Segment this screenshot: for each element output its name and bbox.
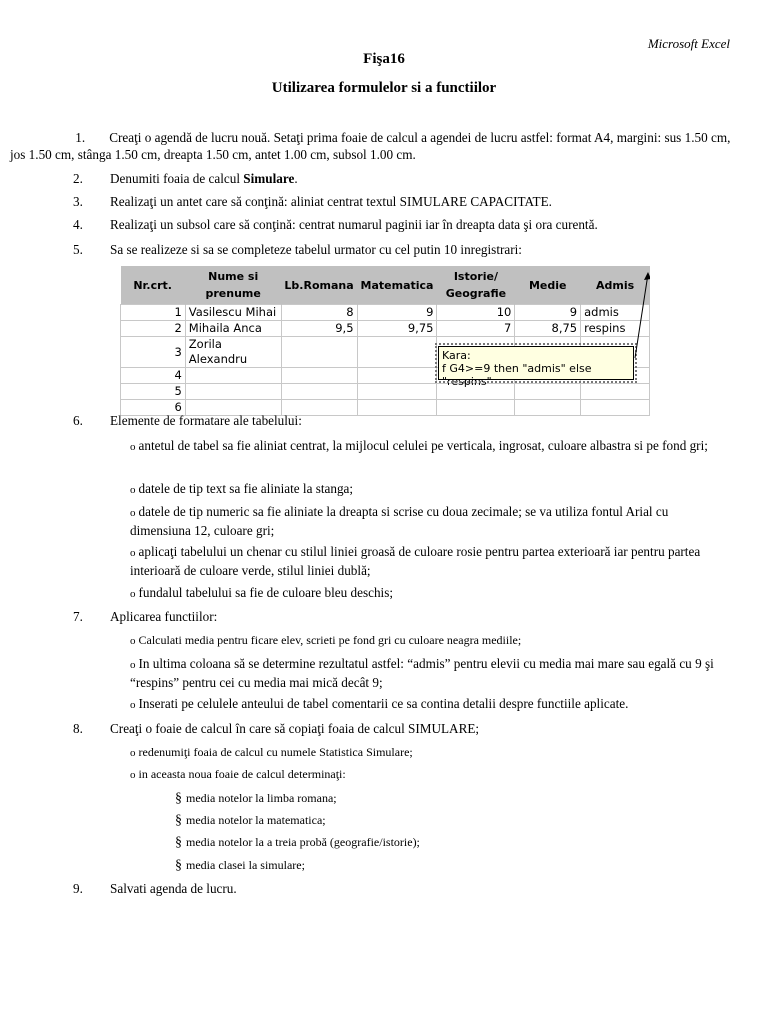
item-number: 7.	[73, 609, 83, 624]
item-text: Salvati agenda de lucru.	[110, 881, 237, 896]
table-cell: 6	[121, 400, 186, 416]
table-cell: Mihaila Anca	[185, 321, 281, 337]
item-number: 5.	[73, 242, 83, 257]
header-cell: Matematica	[357, 266, 437, 305]
item-number: 9.	[73, 881, 83, 896]
determine-item: § media notelor la a treia probă (geografie/istorie);	[175, 835, 420, 850]
item-text: Aplicarea functiilor:	[110, 609, 218, 624]
page-title: Fişa16	[363, 51, 405, 67]
item-text: Realizaţi un subsol care să conţină: centrat numarul paginii iar în dreapta data şi ora curentă.	[110, 217, 598, 232]
sub-item: o datele de tip numeric sa fie aliniate la dreapta si scrise cu doua zecimale; se va utiliza fontul Arial cu dimensiuna 12, culoare gri;	[130, 504, 669, 538]
sub-item: o Calculati media pentru ficare elev, scrieti pe fond gri cu culoare neagra mediile;	[130, 633, 522, 647]
sub-item: o antetul de tabel sa fie aliniat centrat, la mijlocul celulei pe verticala, ingrosat, culoare albastra si pe fond gri;	[130, 438, 708, 453]
item-text: Denumiti foaia de calcul Simulare.	[110, 171, 298, 186]
table-cell: respins	[581, 321, 650, 337]
item-text: Elemente de formatare ale tabelului:	[110, 413, 302, 428]
comment-author: Kara:	[442, 349, 471, 362]
item-number: 1.	[75, 130, 86, 145]
page-subtitle: Utilizarea formulelor si a functiilor	[271, 80, 497, 96]
sub-item: o redenumiţi foaia de calcul cu numele Statistica Simulare;	[130, 745, 413, 759]
table-cell: 7	[437, 321, 515, 337]
table-cell: 1	[121, 305, 186, 321]
item-text: Creaţi o foaie de calcul în care să copiaţi foaia de calcul SIMULARE;	[110, 721, 480, 736]
comment-arrow	[120, 266, 650, 404]
sub-item: o datele de tip text sa fie aliniate la stanga;	[130, 481, 354, 496]
sub-item: o fundalul tabelului sa fie de culoare bleu deschis;	[130, 585, 394, 600]
table-cell: 5	[121, 384, 186, 400]
item-number: 2.	[73, 171, 83, 186]
table-cell: 9,5	[281, 321, 357, 337]
table-cell: 8	[281, 305, 357, 321]
table-cell: 9	[515, 305, 581, 321]
comment-text: f G4>=9 then "admis" else "respins"	[442, 362, 592, 388]
table-cell: Zorila Alexandru	[185, 337, 281, 368]
header-cell: Nr.crt.	[121, 266, 186, 305]
table-cell: 9,75	[357, 321, 437, 337]
item-number: 4.	[73, 217, 83, 232]
table-cell: 4	[121, 368, 186, 384]
table-cell: 3	[121, 337, 186, 368]
spreadsheet-image	[120, 266, 650, 414]
header-cell: Admis	[581, 266, 650, 305]
item-text: 1. Creaţi o agendă de lucru nouă. Setaţi prima foaie de calcul a agendei de lucru astfel: format A4, margini: sus 1.50 cm, jos 1.50 cm, stânga 1.50 cm, dreapta 1.50 cm, antet 1.00 cm, subsol 1.00 cm.	[10, 130, 731, 162]
sub-item: o aplicaţi tabelului un chenar cu stilul liniei groasă de culoare rosie pentru partea exterioară iar pentru partea interioară de culoare verde, stilul liniei dublă;	[130, 544, 701, 578]
sub-item: o Inserati pe celulele anteului de tabel comentarii ce sa contina detalii despre functiile aplicate.	[130, 696, 629, 711]
table-cell: Vasilescu Mihai	[185, 305, 281, 321]
determine-item: § media notelor la limba romana;	[175, 791, 337, 806]
table-cell: 2	[121, 321, 186, 337]
list-item	[0, 129, 768, 163]
sub-item: o In ultima coloana să se determine rezultatul astfel: “admis” pentru elevii cu media mai mare sau egală cu 9 şi “respins” pentru cei cu media mai mică decât 9;	[130, 656, 714, 690]
item-number: 3.	[73, 194, 83, 209]
sub-item: o in aceasta noua foaie de calcul determinaţi:	[130, 767, 346, 781]
item-text: Sa se realizeze si sa se completeze tabelul urmator cu cel putin 10 inregistrari:	[110, 242, 522, 257]
header-cell: Lb.Romana	[281, 266, 357, 305]
determine-item: § media notelor la matematica;	[175, 813, 326, 828]
table-cell: 10	[437, 305, 515, 321]
table-cell: admis	[581, 305, 650, 321]
table-cell: 9	[357, 305, 437, 321]
header-cell: Istorie/ Geografie	[437, 266, 515, 305]
header-cell: Nume si prenume	[185, 266, 281, 305]
header-cell: Medie	[515, 266, 581, 305]
item-text: Realizaţi un antet care să conţină: aliniat centrat textul SIMULARE CAPACITATE.	[110, 194, 552, 209]
determine-item: § media clasei la simulare;	[175, 858, 305, 873]
item-number: 6.	[73, 413, 83, 428]
item-number: 8.	[73, 721, 83, 736]
app-name: Microsoft Excel	[647, 36, 730, 51]
table-cell: 8,75	[515, 321, 581, 337]
